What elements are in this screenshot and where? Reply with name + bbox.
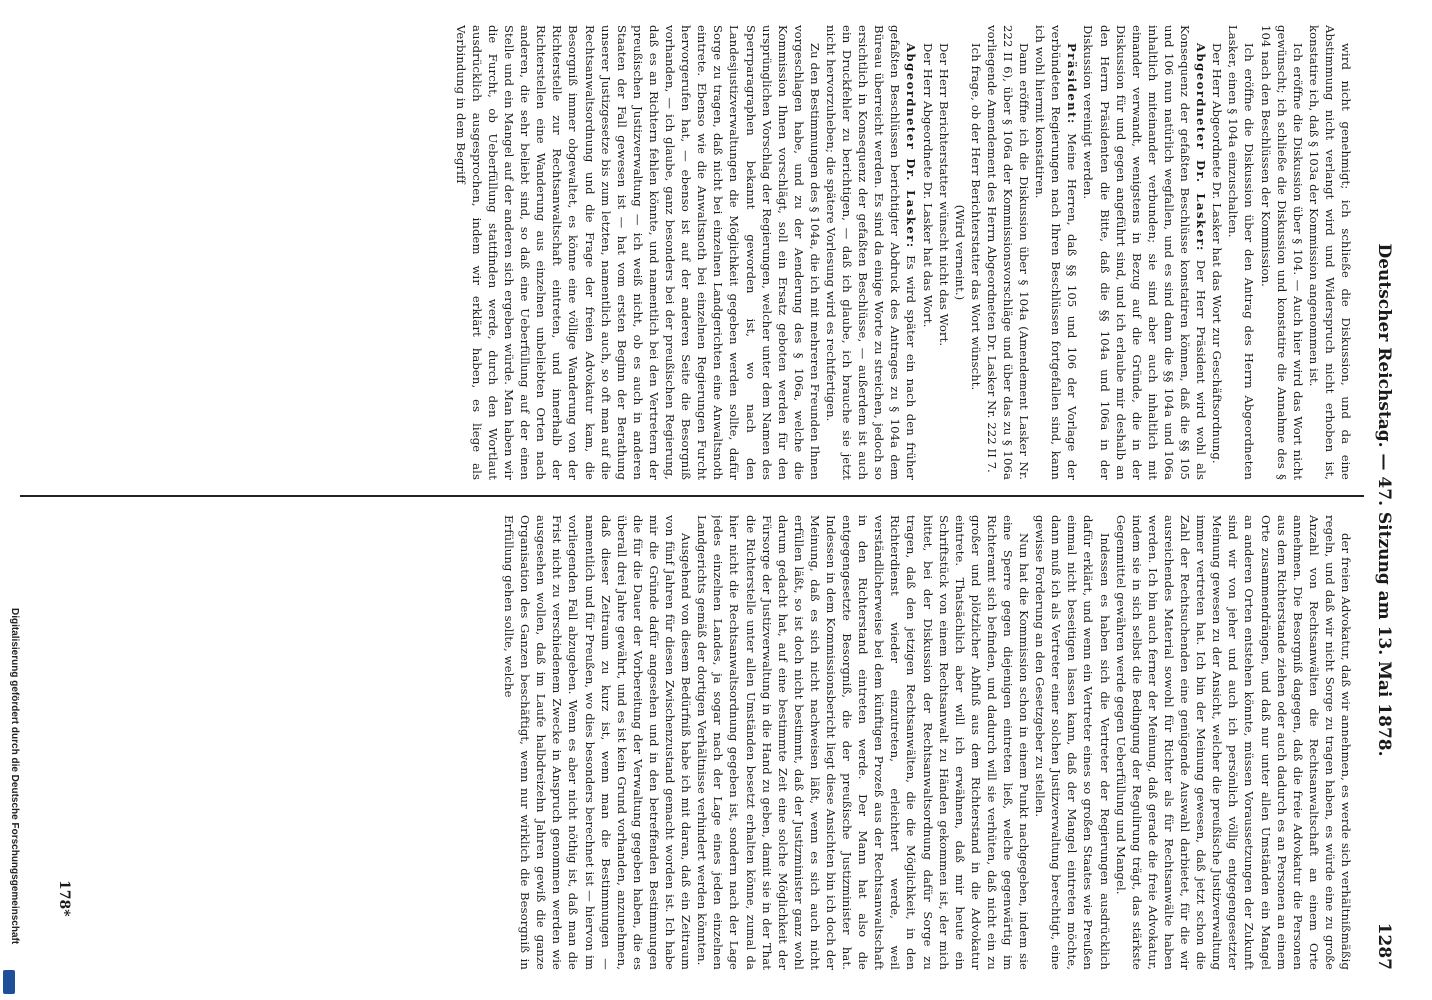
page-number: 1287: [1374, 922, 1394, 970]
speaker-name: Abgeordneter Dr. Lasker:: [1194, 43, 1209, 252]
speaker-paragraph: [823, 25, 920, 480]
right-column: [34, 515, 1354, 970]
paragraph: wird nicht genehmigt; ich schließe die Diskussion, und da eine Abstimmung nicht verlangt wird und Widerspruch nicht erhoben ist, konstatire ich, daß § 103a der Kommission angenommen ist.: [1306, 25, 1353, 480]
interjection: (Wird verneint.): [952, 204, 967, 301]
speech-text: Der Herr Präsident wird wohl als Konsequenz der gefaßten Beschlüsse konstatiren können, daß die §§ 105 und 106 nun natürlich wegfallen, und es sind dann die §§ 104a und 106a inhaltlich miteinander verbunden; sie sind aber auch inhaltlich mit einander verwandt, wenigstens in Bezug auf die Gründe, die in der Diskussion für und gegen angeführt sind, und ich erlaube mir deshalb an den Herrn Präsidenten die Bitte, daß die §§ 104a und 106a in der Diskussion vereinigt werden.: [1081, 25, 1209, 480]
credit-text: Digitalisierung gefördert durch die Deutsche Forschungsgemeinschaft: [9, 608, 20, 945]
paragraph: Der Herr Abgeordnete Dr. Lasker hat das Wort.: [920, 43, 935, 328]
paragraph: Ausgehend von diesem Bedürfniß habe ich mit daran, daß ein Zeitraum von fünf Jahren für diesen Zwischenzustand gemacht worden ist. Ich habe mir die Gründe dafür angesehen und in den betreffenden Bestimmungen die für die Dauer der Vorbereitung der Verwaltung gegeben haben, die es überall drei Jahre gewährt, und es ist kein Grund vorhanden, anzunehmen, daß dieser Zeitraum zu kurz ist, wenn man die Bestimmungen — namentlich und für Preußen, wo dies besonders berechnet ist — hiervon im vorliegenden Fall abzugeben. Wenn es aber nicht nöthig ist, daß man die Frist nicht zu verschiedenem Zwecke in Anspruch genommen werden wie ausgesehen wollen, daß im Laufe halbdreizehn Jahren gewiß die ganze Organisation des Ganzen beschäftigt, wenn nur wirklich die Besorgniß in Erfüllung gehen sollte, welche: [502, 515, 694, 970]
paragraph: Nun hat die Kommission schon in einem Punkt nachgegeben, indem sie eine Sperre gegen diejenigen eintreten ließ, welche gegenwärtig im Richteramt sich befinden, und dadurch will sie verhüten, daß nicht ein zu großer und plötzlicher Abfluß aus dem Richterstand in die Advokatur eintrete. Thatsächlich aber will ich erwähnen, daß mir heute ein Schriftstück von einem Rechtsanwalt zu Händen gekommen ist, der mich bittet, bei der Diskussion der Rechtsanwaltsordnung dafür Sorge zu tragen, daß den jetzigen Rechtsanwälten, die die Möglichkeit, in den Richterdienst wieder einzutreten, erleichtert werde, weil verständlicherweise bei dem künftigen Prozeß aus der Rechtsanwaltschaft in den Richterstand eintreten werde. Der Mann hat also die entgegengesetzte Besorgniß, die der preußische Justizminister hat. Indessen in dem Kommissionsbericht liegt diese Ansichten bin ich doch der Meinung, daß es sich nicht nachweisen läßt, wenn es sich auch nicht erfüllen läßt, so ist doch nicht bestimmt, daß der Justizminister ganz wohl darum gedacht hat, auf eine bestimmte Zeit eine solche Möglichkeit der Fürsorge der Justizverwaltung in die Hand zu geben, damit sie in der That die Richterstelle unter allen Umständen besetzt erhalten könne, zumal da hier nicht die Rechtsanwaltsordnung gegeben ist, sondern nach der Lage jedes einzelnen Landes, ja sogar nach der Lage eines jeden einzelnen Landgerichts gemäß der dortigen Verhältnisse verhindert werden könnten.: [695, 515, 1032, 970]
paragraph: der freien Advokatur, daß wir annehmen, es werde sich verhältnißmäßig regeln, und daß wir nicht Sorge zu tragen haben, es würde eine zu große Anzahl von Rechtsanwälten die Rechtsanwaltschaft an einem Orte annehmen. Die Besorgniß dagegen, daß die freie Advokatur die Personen aus dem Richterstande ziehen oder auch dadurch es an Personen an einem Orte zusammendrängen, und daß nur unter allen Umständen ein Mangel an anderen Orten entstehen könnte, müssen Voraussetzungen der Zukunft sind wir von jeher und auch ich persönlich völlig entgegengesetzter Meinung gewesen zu der Ansicht, welcher die preußische Justizverwaltung immer vertreten hat. Ich bin der Meinung gewesen, daß jetzt schon die Zahl der Rechtsuchenden eine genügende Auswahl darbietet, für die wir ausreichendes Material sowohl für Richter als für Rechtsanwälte haben werden. Ich bin auch ferner der Meinung, daß gerade die freie Advokatur, indem sie in sich selbst die Bedingung der Regulirung trägt, das stärkste Gegenmittel gewähren werde gegen Ueberfüllung und Mangel.: [1113, 515, 1353, 970]
paragraph: Der Herr Berichterstatter wünscht nicht das Wort.: [936, 43, 951, 347]
running-title: Deutscher Reichstag. — 47. Sitzung am 13. Mai 1878.: [1374, 243, 1394, 757]
left-column: [94, 25, 1354, 480]
paragraph: Dann eröffne ich die Diskussion über § 104a (Amendement Lasker Nr. 222 II 6), über § 106a der Kommissionsvorschläge und über das zu § 106a vorliegende Amendement des Herrn Abgeordneten Dr. Lasker Nr. 222 II 7.: [984, 25, 1032, 480]
paragraph: Ich eröffne die Diskussion über § 104. — Auch hier wird das Wort nicht gewünscht; ich schließe die Diskussion und konstatire die Annahme des § 104 nach den Beschlüssen der Kommission.: [1258, 25, 1305, 480]
speaker-paragraph: [1032, 25, 1080, 480]
signature-mark: 178*: [56, 880, 72, 917]
paragraph: Ich frage, ob der Herr Berichterstatter das Wort wünscht.: [968, 43, 983, 391]
speech-text: Meine Herren, daß §§ 105 und 106 der Vorlage der verbündeten Regierungen nach Ihren Beschlüssen fortgefallen sind, kann ich wohl hiermit konstatiren.: [1033, 25, 1080, 480]
speech-text: Es wird später ein nach den früher gefaßten Beschlüssen berichtigter Abdruck des Antrages zu § 104a dem Büreau überreicht werden. Es sind da einige Worte zu streichen, jedoch so ersichtlich in Konsequenz der gefaßten Beschlüsse, — außerdem ist auch ein Druckfehler zu berichtigen, — daß ich glaube, ich brauche sie jetzt nicht hervorzuheben; die spätere Vorlesung wird es rechtfertigen.: [824, 25, 919, 480]
digitization-credit: [6, 0, 20, 1000]
page-header: [1362, 20, 1402, 980]
dfg-logo-icon: [3, 970, 15, 994]
speaker-name: Abgeordneter Dr. Lasker:: [904, 43, 919, 249]
speaker-paragraph: [1080, 25, 1209, 480]
paragraph: Ich eröffne die Diskussion über den Antrag des Herrn Abgeordneten Lasker, einen § 104a einzuschalten.: [1226, 25, 1257, 480]
paragraph: Zu den Bestimmungen des § 104a, die ich mit mehreren Freunden Ihnen vorgeschlagen habe, und zu der Aenderung des § 106a, welche die Kommission Ihnen vorschlägt, soll ein Ersatz geboten werden für den ursprünglichen Vorschlag der Regierungen, welcher unter dem Namen des Sperrparagraphen bekannt geworden ist, wo nach den Landesjustizverwaltungen die Möglichkeit gegeben werden sollte, dafür Sorge zu tragen, daß nicht bei einzelnen Landgerichten eine Anwaltsnoth eintrete. Ebenso wie die Anwaltsnoth bei einzelnen Regierungen Furcht hervorgerufen hat, — ebenso ist auf der anderen Seite die Besorgniß vorhanden, — ich glaube, ganz besonders bei der preußischen Regierung, daß es an Richtern fehlen könnte, und namentlich bei den Vertretern der preußischen Justizverwaltung — ich weiß nicht, ob es auch in anderen Staaten der Fall gewesen ist — hat vom ersten Beginn der Berathung unserer Justizgesetze bis zum letzten, namentlich auch, so oft man auf die Rechtsanwaltsordnung und die Frage der freien Advokatur kam, die Besorgniß immer obgewaltet, es könne eine völlige Wanderung von der Richterstelle zur Rechtsanwaltschaft eintreten, und innerhalb der Richterstellen eine Wanderung aus einzelnen unbeliebten Orten nach anderen, die sehr beliebt sind, so daß eine Ueberfüllung auf der einen Stelle und ein Mangel auf der anderen sich ergeben würde. Man haben wir die Furcht, ob Ueberfüllung stattfinden werde, durch den Wortlaut ausdrücklich ausgesprochen, indem wir erklärt haben, es liege als Verbindung in dem Begriff: [453, 25, 822, 480]
speaker-name: Präsident:: [1065, 43, 1080, 125]
column-divider: [20, 495, 1364, 497]
paragraph: Der Herr Abgeordnete Dr. Lasker hat das Wort zur Geschäftsordnung.: [1210, 43, 1225, 464]
paragraph: Indessen es haben sich die Vertreter der Regierungen ausdrücklich dafür erklärt, und wenn ein Vertreter eines so großen Staates wie Preußen einmal nicht beseitigen lassen kann, daß der Mangel eintreten möchte, dann muß ich als Vertreter einer solchen Justizverwaltung berechtigt, eine gewisse Forderung an den Gesetzgeber zu stellen.: [1033, 515, 1112, 970]
